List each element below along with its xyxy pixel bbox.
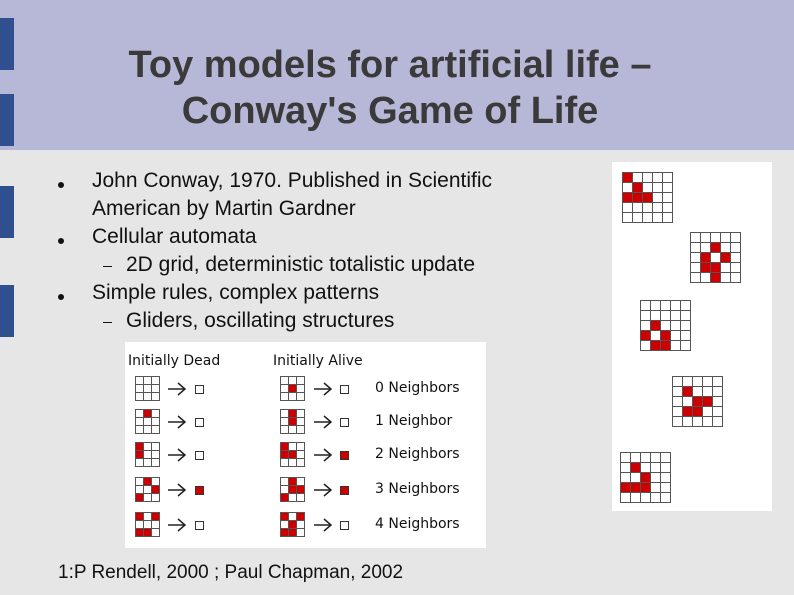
dead-cell: [651, 311, 661, 321]
dead-cell: [281, 377, 289, 385]
live-cell: [631, 483, 641, 493]
dash-icon: [103, 322, 112, 323]
dead-cell: [631, 493, 641, 503]
rule-dead-result-cell: [195, 418, 204, 427]
dead-cell: [621, 453, 631, 463]
live-cell: [144, 529, 152, 537]
dead-cell: [671, 321, 681, 331]
dead-cell: [731, 233, 741, 243]
dead-cell: [297, 385, 305, 393]
glider-figure: [612, 162, 772, 511]
dead-cell: [144, 521, 152, 529]
dead-cell: [731, 263, 741, 273]
rule-dead-result-cell: [195, 521, 204, 530]
dead-cell: [661, 473, 671, 483]
rule-neighbor-label: 1 Neighbor: [375, 413, 453, 429]
dead-cell: [144, 451, 152, 459]
live-cell: [701, 263, 711, 273]
live-cell: [281, 443, 289, 451]
live-cell: [136, 451, 144, 459]
arrow-right-icon: [313, 482, 333, 498]
rule-alive-result-cell: [340, 521, 349, 530]
dead-cell: [711, 233, 721, 243]
glider-frame: [620, 452, 671, 503]
dead-cell: [683, 377, 693, 387]
dead-cell: [633, 173, 643, 183]
dead-cell: [713, 397, 723, 407]
arrow-shape: [314, 484, 331, 496]
dead-cell: [711, 253, 721, 263]
dead-cell: [701, 273, 711, 283]
live-cell: [641, 483, 651, 493]
dead-cell: [152, 478, 160, 486]
dead-cell: [633, 203, 643, 213]
dead-cell: [136, 486, 144, 494]
live-cell: [623, 193, 633, 203]
dead-cell: [152, 377, 160, 385]
dead-cell: [136, 478, 144, 486]
dead-cell: [661, 463, 671, 473]
arrow-shape: [314, 416, 331, 428]
dead-cell: [653, 193, 663, 203]
live-cell: [693, 407, 703, 417]
dead-cell: [136, 426, 144, 434]
slide-title-line-1: Toy models for artificial life –: [128, 44, 652, 86]
dead-cell: [701, 243, 711, 253]
dead-cell: [731, 243, 741, 253]
live-cell: [289, 521, 297, 529]
arrow-shape: [314, 449, 331, 461]
live-cell: [281, 451, 289, 459]
rule-alive-grid: [280, 442, 305, 467]
arrow-shape: [168, 484, 185, 496]
live-cell: [623, 173, 633, 183]
bullet-icon: [58, 238, 64, 244]
dead-cell: [289, 377, 297, 385]
dead-cell: [152, 521, 160, 529]
rule-neighbor-label: 3 Neighbors: [375, 481, 460, 497]
dead-cell: [673, 407, 683, 417]
live-cell: [289, 529, 297, 537]
bullet-text: John Conway, 1970. Published in Scientific: [92, 169, 493, 192]
dead-cell: [693, 387, 703, 397]
arrow-right-icon: [167, 381, 187, 397]
glider-frame: [640, 300, 691, 351]
dead-cell: [281, 418, 289, 426]
dead-cell: [653, 183, 663, 193]
side-marker-decoration: [0, 186, 14, 238]
dead-cell: [691, 263, 701, 273]
dead-cell: [673, 387, 683, 397]
arrow-shape: [168, 416, 185, 428]
live-cell: [289, 385, 297, 393]
dead-cell: [297, 410, 305, 418]
dead-cell: [643, 173, 653, 183]
dead-cell: [731, 253, 741, 263]
dead-cell: [703, 377, 713, 387]
rules-figure: [125, 342, 486, 548]
live-cell: [711, 243, 721, 253]
dead-cell: [643, 213, 653, 223]
live-cell: [289, 451, 297, 459]
dead-cell: [681, 341, 691, 351]
dead-cell: [663, 213, 673, 223]
bullet-text: Simple rules, complex patterns: [92, 281, 380, 304]
side-marker-decoration: [0, 18, 14, 70]
dead-cell: [671, 341, 681, 351]
live-cell: [633, 193, 643, 203]
dead-cell: [681, 331, 691, 341]
glider-frame: [672, 376, 723, 427]
arrow-right-icon: [313, 414, 333, 430]
dead-cell: [701, 233, 711, 243]
dead-cell: [152, 410, 160, 418]
dead-cell: [713, 377, 723, 387]
dead-cell: [623, 203, 633, 213]
dead-cell: [136, 385, 144, 393]
dead-cell: [152, 494, 160, 502]
live-cell: [281, 494, 289, 502]
live-cell: [661, 331, 671, 341]
dash-icon: [103, 266, 112, 267]
rule-alive-grid: [280, 477, 305, 502]
dead-cell: [681, 321, 691, 331]
live-cell: [621, 483, 631, 493]
dead-cell: [691, 273, 701, 283]
dead-cell: [681, 301, 691, 311]
dead-cell: [641, 321, 651, 331]
dead-cell: [703, 387, 713, 397]
dead-cell: [651, 493, 661, 503]
dead-cell: [152, 459, 160, 467]
dead-cell: [651, 463, 661, 473]
dead-cell: [713, 387, 723, 397]
dead-cell: [297, 426, 305, 434]
dead-cell: [681, 311, 691, 321]
dead-cell: [731, 273, 741, 283]
sub-bullet-text: 2D grid, deterministic totalistic update: [126, 253, 475, 276]
dead-cell: [673, 397, 683, 407]
dead-cell: [621, 473, 631, 483]
side-marker-decoration: [0, 285, 14, 337]
live-cell: [641, 473, 651, 483]
live-cell: [643, 193, 653, 203]
dead-cell: [152, 426, 160, 434]
live-cell: [289, 486, 297, 494]
dead-cell: [297, 443, 305, 451]
rule-neighbor-label: 0 Neighbors: [375, 380, 460, 396]
dead-cell: [297, 494, 305, 502]
dead-cell: [683, 417, 693, 427]
live-cell: [144, 478, 152, 486]
arrow-shape: [314, 519, 331, 531]
dead-cell: [144, 393, 152, 401]
live-cell: [693, 397, 703, 407]
bullet-text: American by Martin Gardner: [92, 197, 356, 220]
dead-cell: [661, 453, 671, 463]
dead-cell: [281, 385, 289, 393]
dead-cell: [661, 483, 671, 493]
rule-dead-grid: [135, 376, 160, 401]
dead-cell: [691, 233, 701, 243]
arrow-right-icon: [167, 482, 187, 498]
dead-cell: [663, 173, 673, 183]
dead-cell: [152, 443, 160, 451]
glider-frame: [622, 172, 673, 223]
dead-cell: [297, 459, 305, 467]
dead-cell: [152, 418, 160, 426]
sub-bullet-text: Gliders, oscillating structures: [126, 309, 395, 332]
dead-cell: [297, 451, 305, 459]
dead-cell: [144, 418, 152, 426]
dead-cell: [289, 426, 297, 434]
dead-cell: [703, 417, 713, 427]
dead-cell: [136, 459, 144, 467]
dead-cell: [152, 393, 160, 401]
dead-cell: [297, 418, 305, 426]
dead-cell: [289, 393, 297, 401]
dead-cell: [621, 463, 631, 473]
rule-dead-result-cell: [195, 451, 204, 460]
dead-cell: [152, 385, 160, 393]
bullet-icon: [58, 182, 64, 188]
dead-cell: [281, 486, 289, 494]
dead-cell: [281, 459, 289, 467]
dead-cell: [671, 331, 681, 341]
dead-cell: [144, 494, 152, 502]
live-cell: [281, 529, 289, 537]
live-cell: [651, 341, 661, 351]
dead-cell: [653, 173, 663, 183]
dead-cell: [289, 513, 297, 521]
dead-cell: [663, 183, 673, 193]
dead-cell: [281, 478, 289, 486]
dead-cell: [297, 521, 305, 529]
live-cell: [297, 486, 305, 494]
rules-header-alive: Initially Alive: [273, 353, 363, 369]
dead-cell: [144, 385, 152, 393]
dead-cell: [683, 397, 693, 407]
bullet-icon: [58, 294, 64, 300]
dead-cell: [289, 459, 297, 467]
dead-cell: [281, 521, 289, 529]
dead-cell: [721, 233, 731, 243]
rule-alive-result-cell: [340, 486, 349, 495]
dead-cell: [297, 478, 305, 486]
dead-cell: [623, 183, 633, 193]
dead-cell: [297, 393, 305, 401]
slide-title: [40, 42, 740, 134]
arrow-right-icon: [313, 517, 333, 533]
dead-cell: [297, 529, 305, 537]
dead-cell: [136, 521, 144, 529]
arrow-right-icon: [313, 381, 333, 397]
dead-cell: [693, 417, 703, 427]
dead-cell: [661, 493, 671, 503]
live-cell: [136, 513, 144, 521]
dead-cell: [136, 377, 144, 385]
live-cell: [661, 341, 671, 351]
arrow-right-icon: [167, 517, 187, 533]
live-cell: [683, 387, 693, 397]
dead-cell: [673, 417, 683, 427]
live-cell: [136, 529, 144, 537]
slide-title-line-2: Conway's Game of Life: [181, 90, 599, 132]
dead-cell: [136, 418, 144, 426]
live-cell: [289, 418, 297, 426]
arrow-shape: [168, 449, 185, 461]
dead-cell: [673, 377, 683, 387]
dead-cell: [297, 377, 305, 385]
dead-cell: [721, 273, 731, 283]
dead-cell: [281, 393, 289, 401]
dead-cell: [661, 301, 671, 311]
side-marker-decoration: [0, 94, 14, 146]
dead-cell: [691, 253, 701, 263]
dead-cell: [144, 443, 152, 451]
rule-dead-result-cell: [195, 486, 204, 495]
dead-cell: [152, 529, 160, 537]
dead-cell: [281, 426, 289, 434]
dead-cell: [621, 493, 631, 503]
dead-cell: [651, 331, 661, 341]
live-cell: [289, 410, 297, 418]
live-cell: [683, 407, 693, 417]
live-cell: [144, 410, 152, 418]
dead-cell: [651, 473, 661, 483]
dead-cell: [703, 407, 713, 417]
live-cell: [281, 513, 289, 521]
dead-cell: [641, 493, 651, 503]
rule-neighbor-label: 4 Neighbors: [375, 516, 460, 532]
dead-cell: [623, 213, 633, 223]
live-cell: [641, 331, 651, 341]
rule-alive-result-cell: [340, 451, 349, 460]
dead-cell: [713, 407, 723, 417]
dead-cell: [663, 193, 673, 203]
dead-cell: [631, 453, 641, 463]
dead-cell: [671, 301, 681, 311]
rules-header-dead: Initially Dead: [128, 353, 221, 369]
dead-cell: [289, 494, 297, 502]
live-cell: [297, 513, 305, 521]
arrow-right-icon: [167, 414, 187, 430]
dead-cell: [641, 341, 651, 351]
live-cell: [631, 463, 641, 473]
live-cell: [289, 478, 297, 486]
live-cell: [152, 513, 160, 521]
dead-cell: [144, 377, 152, 385]
live-cell: [703, 397, 713, 407]
dead-cell: [653, 203, 663, 213]
dead-cell: [693, 377, 703, 387]
rule-neighbor-label: 2 Neighbors: [375, 446, 460, 462]
dead-cell: [661, 311, 671, 321]
dead-cell: [144, 426, 152, 434]
arrow-right-icon: [167, 447, 187, 463]
arrow-shape: [314, 383, 331, 395]
dead-cell: [651, 453, 661, 463]
rule-dead-grid: [135, 409, 160, 434]
dead-cell: [152, 451, 160, 459]
dead-cell: [663, 203, 673, 213]
dead-cell: [651, 483, 661, 493]
arrow-shape: [168, 519, 185, 531]
dead-cell: [721, 243, 731, 253]
dead-cell: [643, 183, 653, 193]
rule-alive-grid: [280, 376, 305, 401]
dead-cell: [633, 213, 643, 223]
dead-cell: [651, 301, 661, 311]
dead-cell: [641, 463, 651, 473]
live-cell: [136, 443, 144, 451]
dead-cell: [144, 513, 152, 521]
bullet-text: Cellular automata: [92, 225, 257, 248]
dead-cell: [661, 321, 671, 331]
live-cell: [711, 273, 721, 283]
live-cell: [136, 494, 144, 502]
live-cell: [633, 183, 643, 193]
arrow-shape: [168, 383, 185, 395]
dead-cell: [136, 393, 144, 401]
rule-dead-grid: [135, 442, 160, 467]
dead-cell: [713, 417, 723, 427]
live-cell: [152, 486, 160, 494]
dead-cell: [631, 473, 641, 483]
dead-cell: [691, 243, 701, 253]
rule-dead-grid: [135, 477, 160, 502]
dead-cell: [641, 301, 651, 311]
rule-alive-result-cell: [340, 385, 349, 394]
live-cell: [651, 321, 661, 331]
dead-cell: [136, 410, 144, 418]
dead-cell: [281, 410, 289, 418]
live-cell: [711, 263, 721, 273]
dead-cell: [653, 213, 663, 223]
rule-alive-grid: [280, 409, 305, 434]
live-cell: [701, 253, 711, 263]
glider-frame: [690, 232, 741, 283]
dead-cell: [144, 459, 152, 467]
dead-cell: [643, 203, 653, 213]
dead-cell: [289, 443, 297, 451]
live-cell: [721, 253, 731, 263]
dead-cell: [721, 263, 731, 273]
arrow-right-icon: [313, 447, 333, 463]
rule-dead-grid: [135, 512, 160, 537]
rule-alive-result-cell: [340, 418, 349, 427]
dead-cell: [144, 486, 152, 494]
rule-dead-result-cell: [195, 385, 204, 394]
dead-cell: [671, 311, 681, 321]
footer-citation: 1:P Rendell, 2000 ; Paul Chapman, 2002: [58, 562, 404, 583]
rule-alive-grid: [280, 512, 305, 537]
dead-cell: [641, 311, 651, 321]
dead-cell: [641, 453, 651, 463]
